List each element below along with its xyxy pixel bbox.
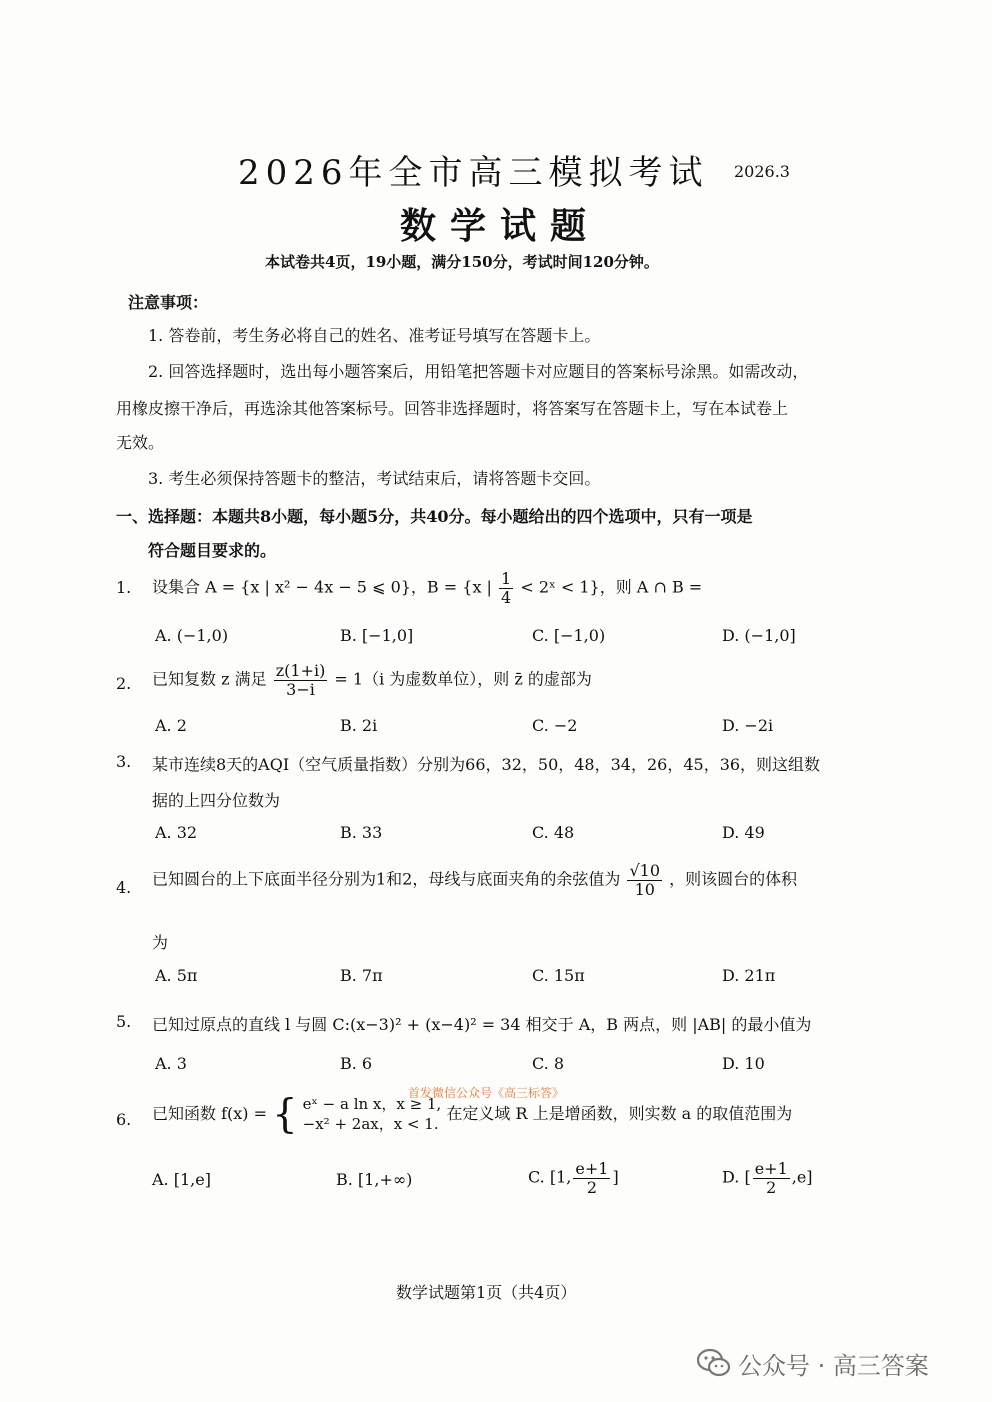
q4-frac-num: √10: [629, 861, 661, 880]
q2-option-c[interactable]: C. −2: [532, 716, 578, 735]
q1-frac-num: 1: [501, 569, 512, 588]
q6-option-c[interactable]: [528, 1160, 619, 1196]
page-footer: 数学试题第1页（共4页）: [396, 1283, 577, 1302]
q6-option-c-num: e+1: [575, 1159, 609, 1178]
q6-option-d-num: e+1: [754, 1159, 788, 1178]
q6-option-b[interactable]: B. [1,+∞): [336, 1170, 413, 1189]
q6-option-c-label: C.: [528, 1167, 545, 1187]
notice-item-3: 3. 考生必须保持答题卡的整洁，考试结束后，请将答题卡交回。: [148, 469, 601, 488]
q2-post: = 1（i 为虚数单位），则 z̄ 的虚部为: [334, 669, 592, 689]
q6-number: 6.: [116, 1110, 132, 1129]
q2-fraction: [274, 662, 328, 698]
q3-number: 3.: [116, 752, 132, 771]
q6-option-c-post: ]: [612, 1167, 619, 1187]
q5-option-a[interactable]: A. 3: [155, 1054, 187, 1073]
q5-stem: 已知过原点的直线 l 与圆 C:(x−3)² + (x−4)² = 34 相交于 A，B 两点，则 |AB| 的最小值为: [152, 1015, 812, 1034]
subject-title: 数学试题: [400, 205, 601, 247]
q6-piecewise: [303, 1094, 442, 1135]
q6-pre: 已知函数 f(x) =: [152, 1103, 268, 1123]
wechat-icon: [697, 1348, 731, 1378]
q3-option-b[interactable]: B. 33: [340, 823, 383, 842]
q1-mid: A = {x | x² − 4x − 5 ⩽ 0}，B = {x |: [205, 577, 492, 597]
q6-option-d-den: 2: [766, 1177, 777, 1197]
q3-line-1: 某市连续8天的AQI（空气质量指数）分别为66，32，50，48，34，26，45，36，则这组数: [152, 755, 821, 774]
q1-option-b[interactable]: B. [−1,0]: [340, 626, 414, 645]
exam-title: 2026年全市高三模拟考试: [238, 153, 709, 193]
q1-option-a[interactable]: A. (−1,0): [155, 626, 229, 645]
q1-option-d[interactable]: D. (−1,0]: [722, 626, 796, 645]
q2-frac-num: z(1+i): [275, 661, 326, 680]
left-brace-symbol: {: [272, 1091, 298, 1138]
brand-label: 公众号 · 高三答案: [738, 1352, 929, 1380]
notice-item-2-line-1: 2. 回答选择题时，选出每小题答案后，用铅笔把答题卡对应题目的答案标号涂黑。如需改动，: [148, 362, 809, 381]
notice-item-2-line-2: 用橡皮擦干净后，再选涂其他答案标号。回答非选择题时，将答案写在答题卡上，写在本试卷上: [116, 399, 789, 418]
q5-number: 5.: [116, 1012, 132, 1031]
notice-item-2-line-3: 无效。: [116, 433, 165, 452]
q6-option-d-post: ,e]: [791, 1167, 813, 1187]
notice-item-1: 1. 答卷前，考生务必将自己的姓名、准考证号填写在答题卡上。: [148, 326, 601, 345]
q6-option-a[interactable]: A. [1,e]: [152, 1170, 211, 1189]
q4-stem: [152, 862, 797, 898]
q4-option-a[interactable]: A. 5π: [155, 966, 198, 985]
q2-option-a[interactable]: A. 2: [155, 716, 187, 735]
q4-fraction: [627, 862, 662, 898]
q4-frac-den: 10: [634, 879, 655, 899]
q6-option-c-fraction: [573, 1160, 610, 1196]
q2-option-d[interactable]: D. −2i: [722, 716, 774, 735]
q5-option-b[interactable]: B. 6: [340, 1054, 373, 1073]
q6-post: 在定义域 R 上是增函数，则实数 a 的取值范围为: [446, 1103, 793, 1123]
q3-option-c[interactable]: C. 48: [532, 823, 575, 842]
q6-option-d-pre: [: [744, 1167, 751, 1187]
exam-info: 本试卷共4页，19小题，满分150分，考试时间120分钟。: [265, 253, 659, 271]
q1-stem: [152, 570, 702, 606]
q4-number: 4.: [116, 878, 132, 897]
q1-number: 1.: [116, 578, 132, 597]
q6-option-d-label: D.: [722, 1167, 740, 1187]
q1-fraction: [499, 570, 513, 606]
q1-post: < 2ˣ < 1}，则 A ∩ B =: [520, 577, 703, 597]
q5-option-c[interactable]: C. 8: [532, 1054, 565, 1073]
q1-option-c[interactable]: C. [−1,0): [532, 626, 606, 645]
q2-number: 2.: [116, 674, 132, 693]
q1-frac-den: 4: [501, 587, 512, 607]
section-heading-line-2: 符合题目要求的。: [148, 541, 277, 560]
watermark-text: 首发微信公众号《高三标答》: [408, 1086, 565, 1100]
q1-pre: 设集合: [152, 577, 201, 597]
q2-pre: 已知复数 z 满足: [152, 669, 267, 689]
section-heading-line-1: 一、选择题：本题共8小题，每小题5分，共40分。每小题给出的四个选项中，只有一项是: [116, 507, 753, 526]
q6-option-c-den: 2: [586, 1177, 597, 1197]
q6-option-d[interactable]: [722, 1160, 813, 1196]
q3-option-d[interactable]: D. 49: [722, 823, 765, 842]
q4-option-d[interactable]: D. 21π: [722, 966, 776, 985]
q2-option-b[interactable]: B. 2i: [340, 716, 378, 735]
q4-pre: 已知圆台的上下底面半径分别为1和2，母线与底面夹角的余弦值为: [152, 869, 621, 889]
q2-stem: [152, 662, 592, 698]
notice-heading: 注意事项：: [128, 293, 209, 312]
q4-post: ，则该圆台的体积: [669, 869, 798, 889]
exam-date: 2026.3: [734, 162, 790, 181]
q4-option-c[interactable]: C. 15π: [532, 966, 585, 985]
q3-line-2: 据的上四分位数为: [152, 791, 281, 810]
q5-option-d[interactable]: D. 10: [722, 1054, 765, 1073]
q2-frac-den: 3−i: [286, 679, 315, 699]
q4-line-2: 为: [152, 933, 169, 952]
q6-case-2: −x² + 2ax，x < 1.: [302, 1115, 439, 1134]
q4-option-b[interactable]: B. 7π: [340, 966, 383, 985]
q3-option-a[interactable]: A. 32: [155, 823, 198, 842]
q6-option-c-pre: [1,: [549, 1167, 572, 1187]
q6-case-1: eˣ − a ln x，x ≥ 1,: [302, 1095, 442, 1113]
q6-option-d-fraction: [753, 1160, 790, 1196]
